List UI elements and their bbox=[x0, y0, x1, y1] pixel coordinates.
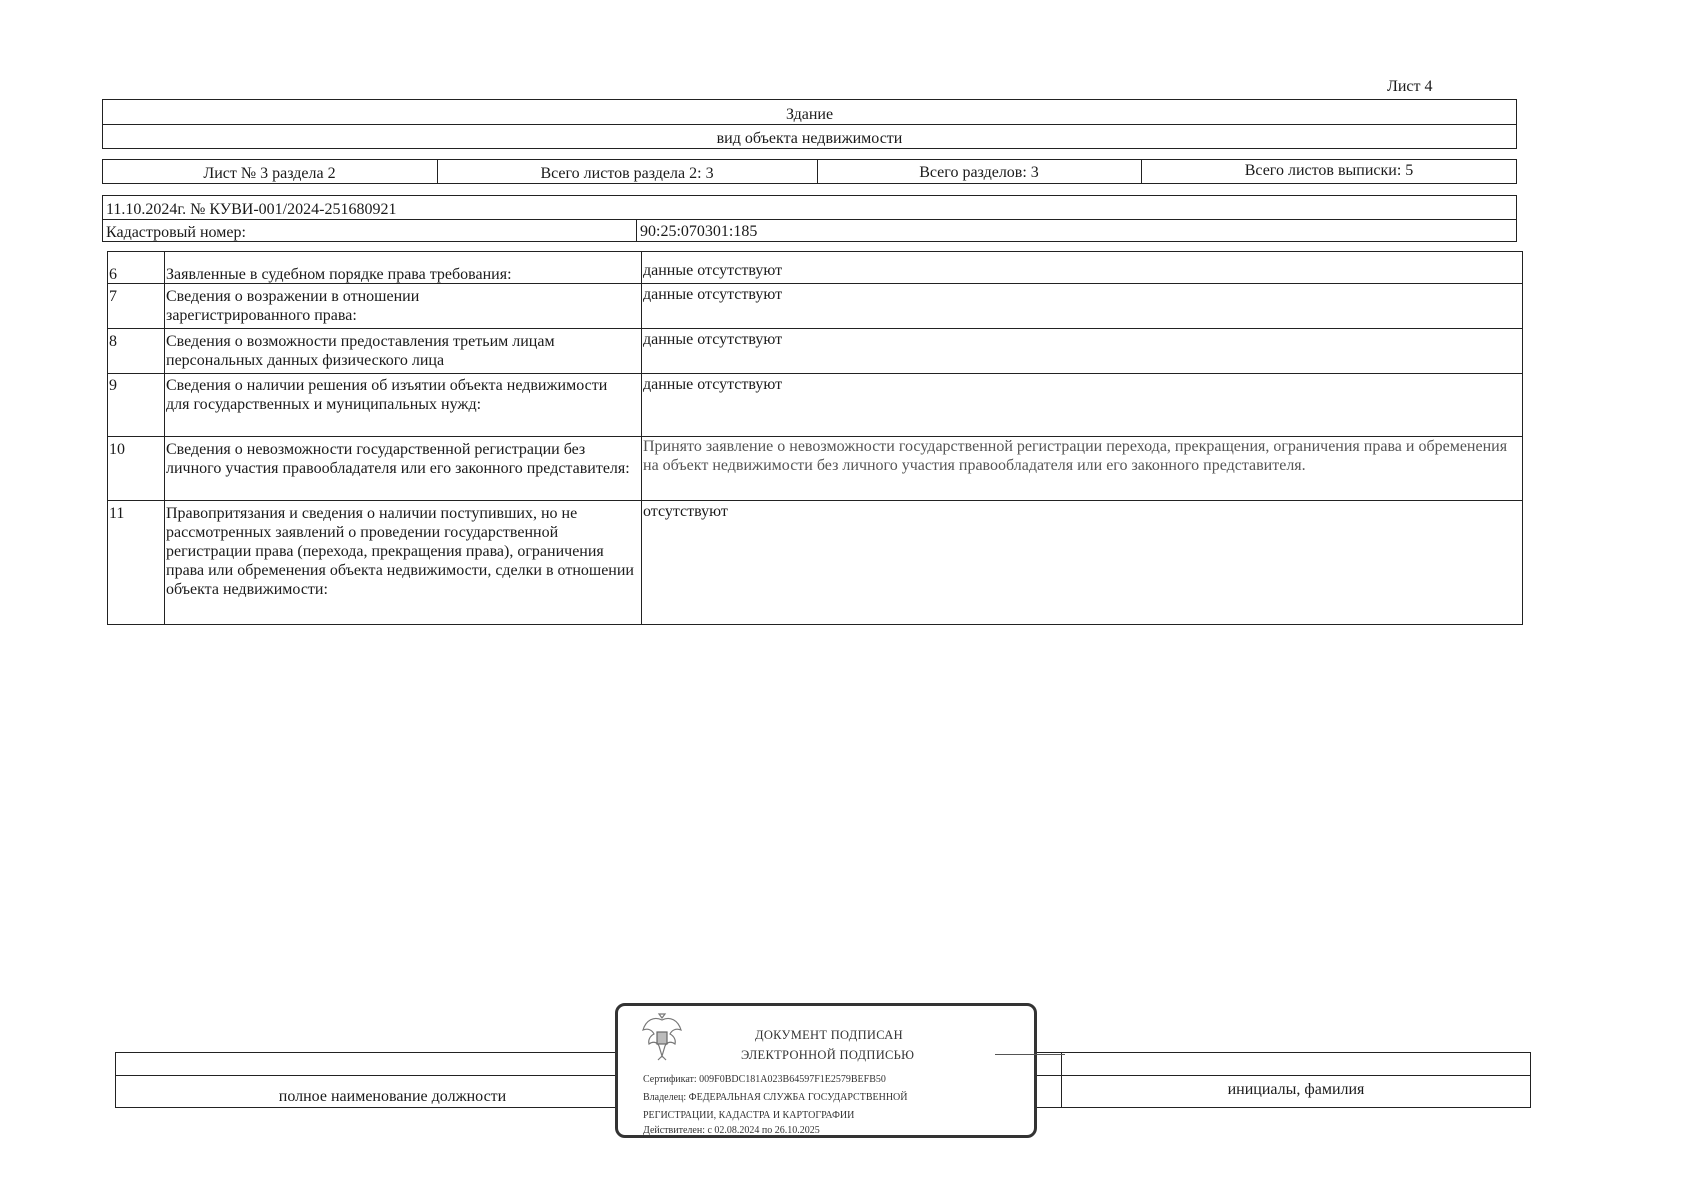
row-value: отсутствуют bbox=[643, 503, 728, 520]
stamp-line-1: ДОКУМЕНТ ПОДПИСАН bbox=[755, 1028, 903, 1042]
row-value: Принято заявление о невозможности государственной регистрации перехода, прекращения, ограничения права и обременения на объект недвижимости без личного участия правообладателя или его законного представителя. bbox=[643, 438, 1508, 474]
row-label: Сведения о возможности предоставления третьим лицам персональных данных физического лица bbox=[166, 333, 555, 369]
object-type-caption: вид объекта недвижимости bbox=[716, 130, 903, 147]
row-value: данные отсутствуют bbox=[643, 331, 783, 348]
page-label: Лист 4 bbox=[1387, 78, 1433, 95]
stamp-valid: Действителен: с 02.08.2024 по 26.10.2025 bbox=[643, 1125, 820, 1136]
row-value: данные отсутствуют bbox=[643, 376, 783, 393]
position-caption: полное наименование должности bbox=[278, 1088, 507, 1105]
name-caption: инициалы, фамилия bbox=[1227, 1081, 1365, 1098]
row-number: 9 bbox=[109, 377, 117, 394]
cadastral-value: 90:25:070301:185 bbox=[640, 223, 758, 240]
total-sections: Всего разделов: 3 bbox=[919, 164, 1039, 181]
stamp-certificate: Сертификат: 009F0BDC181A023B64597F1E2579BEFB50 bbox=[643, 1074, 886, 1085]
stamp-owner-1: Владелец: ФЕДЕРАЛЬНАЯ СЛУЖБА ГОСУДАРСТВЕННОЙ bbox=[643, 1092, 908, 1103]
row-number: 8 bbox=[109, 333, 117, 350]
row-number: 7 bbox=[109, 288, 117, 305]
extract-date-number: 11.10.2024г. № КУВИ-001/2024-251680921 bbox=[106, 201, 397, 218]
row-label: Сведения о невозможности государственной регистрации без личного участия правообладателя или его законного представителя: bbox=[166, 441, 630, 477]
stamp-line-2: ЭЛЕКТРОННОЙ ПОДПИСЬЮ bbox=[741, 1048, 915, 1062]
double-headed-eagle-emblem-icon bbox=[640, 1012, 684, 1062]
row-label: Сведения о наличии решения об изъятии объекта недвижимости для государственных и муниципальных нужд: bbox=[166, 377, 608, 413]
total-sheets-section: Всего листов раздела 2: 3 bbox=[540, 165, 714, 182]
row-label: Правопритязания и сведения о наличии поступивших, но не рассмотренных заявлений о проведении государственной регистрации права (перехода, прекращения права), ограничения права или обременения объекта недвижимости, сделки в отношении объекта недвижимости: bbox=[166, 505, 634, 598]
row-number: 10 bbox=[109, 441, 125, 458]
row-label: Заявленные в судебном порядке права требования: bbox=[166, 266, 512, 283]
row-label: Сведения о возражении в отношении зарегистрированного права: bbox=[166, 288, 420, 324]
object-type: Здание bbox=[785, 106, 834, 123]
row-number: 6 bbox=[109, 266, 117, 283]
row-number: 11 bbox=[109, 505, 125, 522]
stamp-owner-2: РЕГИСТРАЦИИ, КАДАСТРА И КАРТОГРАФИИ bbox=[643, 1110, 855, 1121]
row-value: данные отсутствуют bbox=[643, 286, 783, 303]
row-value: данные отсутствуют bbox=[643, 262, 783, 279]
electronic-signature-stamp bbox=[615, 1003, 1037, 1138]
cadastral-label: Кадастровый номер: bbox=[106, 224, 246, 241]
sheet-of-section: Лист № 3 раздела 2 bbox=[203, 165, 336, 182]
total-sheets-extract: Всего листов выписки: 5 bbox=[1244, 162, 1414, 179]
